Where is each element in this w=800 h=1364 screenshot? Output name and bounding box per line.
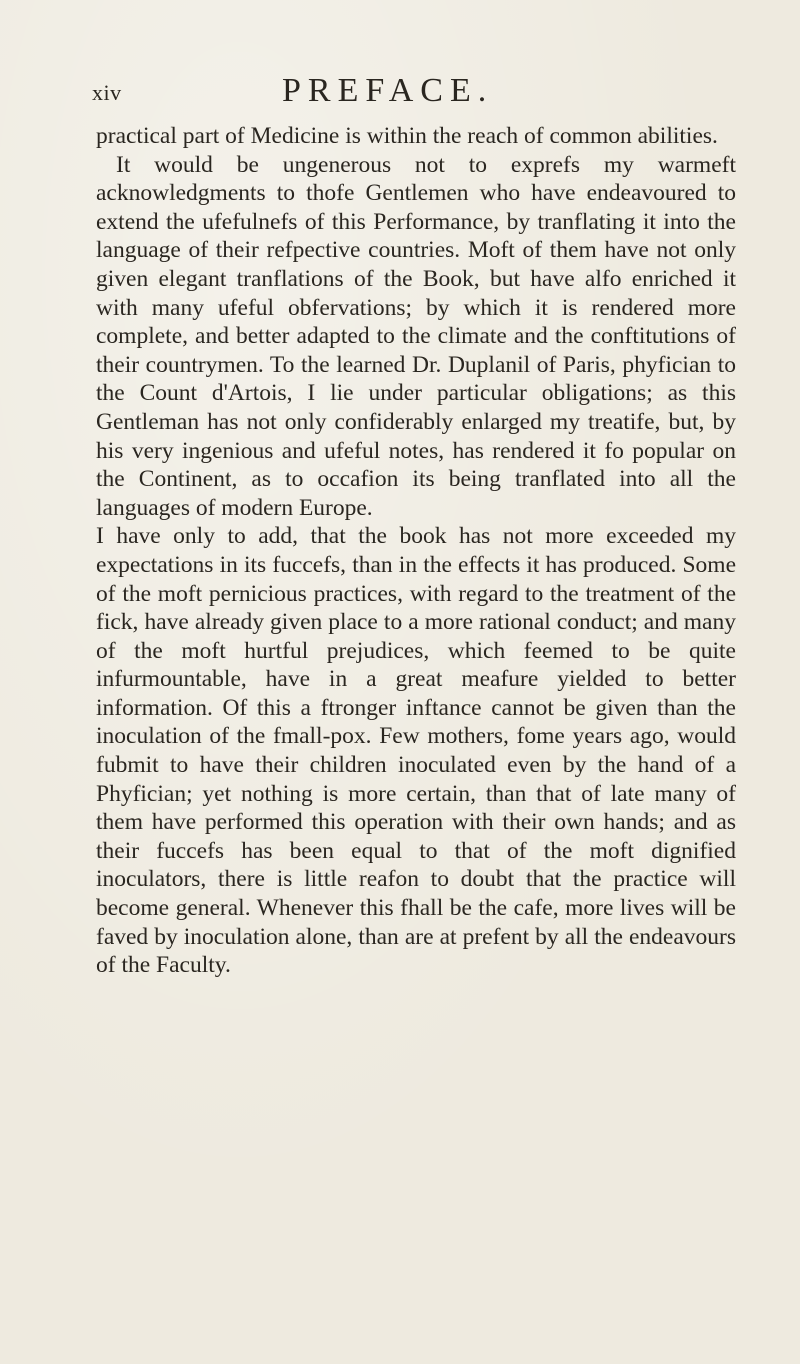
paragraph-acknowledgments: It would be ungenerous not to exprefs my warmeft acknowledgments to thofe Gentlemen who have endeavoured to extend the ufefulnefs of this Performance, by tranflating it into the language of their refpective countries. Moft of them have not only given elegant tranflations of the Book, but have alfo enriched it with many ufeful obfervations; by which it is rendered more complete, and better adapted to the climate and the conftitutions of their countrymen. To the learned Dr. Duplanil of Paris, phyfician to the Count d'Artois, I lie under particular obligations; as this Gentleman has not only confiderably enlarged my treatife, but, by his very ingenious and ufeful notes, has rendered it fo popular on the Continent, as to occafion its being tranflated into all the languages of modern Europe. [96,151,736,521]
page-header [92,72,732,112]
page-number: xiv [92,80,122,105]
paragraph-success: I have only to add, that the book has not more exceeded my expectations in its fuccefs, than in the effects it has produced. Some of the moft pernicious practices, with regard to the treatment of the fick, have already given place to a more rational conduct; and many of the moft hurtful prejudices, which feemed to be quite infurmountable, have in a great meafure yielded to better information. Of this a ftronger inftance cannot be given than the inoculation of the fmall-pox. Few mothers, fome years ago, would fubmit to have their children inoculated even by the hand of a Phyfician; yet nothing is more certain, than that of late many of them have performed this operation with their own hands; and as their fuccefs has been equal to that of the moft dignified inoculators, there is little reafon to doubt that the practice will become general. Whenever this fhall be the cafe, more lives will be faved by inoculation alone, than are at prefent by all the endeavours of the Faculty. [96,523,736,979]
running-head: PREFACE. [282,72,494,109]
body-text [96,122,736,980]
paragraph-continuation: practical part of Medicine is within the reach of common abilities. [96,123,718,149]
